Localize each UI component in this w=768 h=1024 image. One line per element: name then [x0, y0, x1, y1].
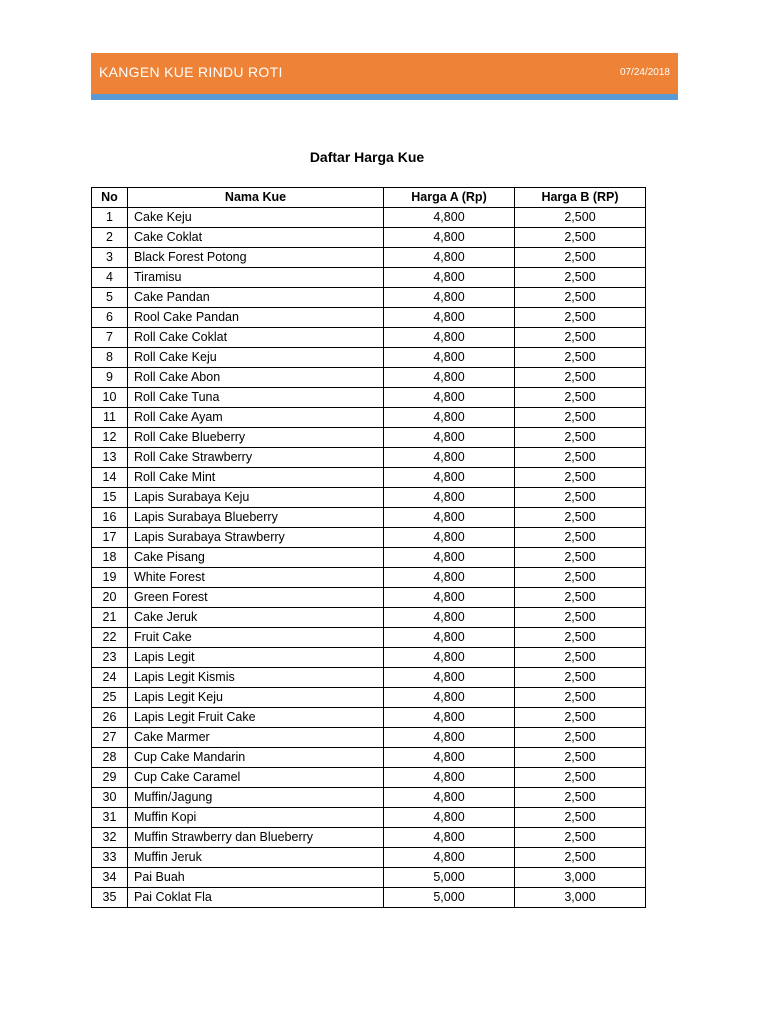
table-header-row — [92, 188, 646, 208]
cell-harga-b: 2,500 — [515, 268, 646, 288]
cell-harga-a: 4,800 — [384, 728, 515, 748]
cell-harga-b: 2,500 — [515, 208, 646, 228]
document-title: Daftar Harga Kue — [309, 149, 425, 165]
cell-harga-a: 4,800 — [384, 688, 515, 708]
cell-nama-kue: Rool Cake Pandan — [128, 308, 384, 328]
cell-no: 1 — [92, 208, 128, 228]
cell-harga-b: 2,500 — [515, 808, 646, 828]
table-row — [92, 248, 646, 268]
cell-harga-b: 2,500 — [515, 628, 646, 648]
cell-nama-kue: Roll Cake Coklat — [128, 328, 384, 348]
cell-harga-a: 4,800 — [384, 708, 515, 728]
cell-harga-a: 4,800 — [384, 248, 515, 268]
cell-harga-b: 2,500 — [515, 588, 646, 608]
cell-harga-a: 4,800 — [384, 508, 515, 528]
cell-harga-b: 2,500 — [515, 428, 646, 448]
cell-no: 34 — [92, 868, 128, 888]
header-bar — [91, 53, 678, 94]
cell-nama-kue: Cup Cake Mandarin — [128, 748, 384, 768]
cell-nama-kue: Pai Coklat Fla — [128, 888, 384, 908]
cell-nama-kue: Tiramisu — [128, 268, 384, 288]
table-row — [92, 728, 646, 748]
header-date: 07/24/2018 — [619, 67, 670, 78]
cell-nama-kue: Cake Pisang — [128, 548, 384, 568]
table-row — [92, 468, 646, 488]
cell-nama-kue: Roll Cake Abon — [128, 368, 384, 388]
cell-no: 5 — [92, 288, 128, 308]
price-table — [91, 187, 646, 908]
table-row — [92, 768, 646, 788]
cell-harga-a: 4,800 — [384, 588, 515, 608]
cell-harga-b: 2,500 — [515, 728, 646, 748]
cell-harga-b: 2,500 — [515, 748, 646, 768]
cell-nama-kue: Roll Cake Keju — [128, 348, 384, 368]
cell-harga-b: 2,500 — [515, 288, 646, 308]
cell-nama-kue: Cake Keju — [128, 208, 384, 228]
cell-nama-kue: Lapis Legit Keju — [128, 688, 384, 708]
cell-no: 26 — [92, 708, 128, 728]
table-row — [92, 828, 646, 848]
cell-harga-a: 4,800 — [384, 828, 515, 848]
cell-harga-a: 4,800 — [384, 208, 515, 228]
cell-harga-a: 4,800 — [384, 648, 515, 668]
cell-harga-b: 2,500 — [515, 468, 646, 488]
table-row — [92, 328, 646, 348]
table-row — [92, 448, 646, 468]
table-row — [92, 688, 646, 708]
cell-harga-b: 2,500 — [515, 508, 646, 528]
cell-nama-kue: Roll Cake Ayam — [128, 408, 384, 428]
cell-harga-b: 2,500 — [515, 528, 646, 548]
cell-nama-kue: Lapis Surabaya Keju — [128, 488, 384, 508]
cell-harga-a: 4,800 — [384, 848, 515, 868]
cell-harga-b: 3,000 — [515, 888, 646, 908]
cell-no: 33 — [92, 848, 128, 868]
cell-harga-a: 5,000 — [384, 888, 515, 908]
table-row — [92, 568, 646, 588]
cell-no: 17 — [92, 528, 128, 548]
cell-no: 24 — [92, 668, 128, 688]
cell-nama-kue: Lapis Legit Kismis — [128, 668, 384, 688]
cell-harga-b: 2,500 — [515, 488, 646, 508]
cell-harga-b: 2,500 — [515, 348, 646, 368]
cell-harga-b: 2,500 — [515, 388, 646, 408]
table-row — [92, 668, 646, 688]
cell-harga-a: 4,800 — [384, 488, 515, 508]
cell-harga-a: 4,800 — [384, 468, 515, 488]
cell-harga-b: 2,500 — [515, 688, 646, 708]
cell-no: 7 — [92, 328, 128, 348]
cell-nama-kue: Roll Cake Mint — [128, 468, 384, 488]
cell-no: 21 — [92, 608, 128, 628]
column-header-no: No — [92, 188, 128, 208]
cell-harga-a: 4,800 — [384, 428, 515, 448]
cell-no: 13 — [92, 448, 128, 468]
cell-nama-kue: Cake Jeruk — [128, 608, 384, 628]
cell-harga-a: 4,800 — [384, 308, 515, 328]
cell-no: 20 — [92, 588, 128, 608]
table-row — [92, 788, 646, 808]
table-row — [92, 628, 646, 648]
cell-harga-a: 4,800 — [384, 668, 515, 688]
cell-harga-b: 2,500 — [515, 228, 646, 248]
table-row — [92, 648, 646, 668]
table-row — [92, 868, 646, 888]
cell-harga-a: 4,800 — [384, 388, 515, 408]
cell-nama-kue: Fruit Cake — [128, 628, 384, 648]
cell-harga-b: 2,500 — [515, 308, 646, 328]
cell-nama-kue: Muffin/Jagung — [128, 788, 384, 808]
table-row — [92, 488, 646, 508]
table-row — [92, 608, 646, 628]
cell-no: 29 — [92, 768, 128, 788]
cell-no: 2 — [92, 228, 128, 248]
cell-nama-kue: Roll Cake Blueberry — [128, 428, 384, 448]
cell-harga-a: 4,800 — [384, 228, 515, 248]
cell-harga-a: 5,000 — [384, 868, 515, 888]
cell-no: 32 — [92, 828, 128, 848]
cell-harga-a: 4,800 — [384, 408, 515, 428]
cell-nama-kue: Lapis Surabaya Strawberry — [128, 528, 384, 548]
cell-no: 12 — [92, 428, 128, 448]
cell-harga-b: 2,500 — [515, 248, 646, 268]
cell-nama-kue: Roll Cake Tuna — [128, 388, 384, 408]
cell-harga-a: 4,800 — [384, 448, 515, 468]
cell-harga-b: 2,500 — [515, 408, 646, 428]
table-row — [92, 348, 646, 368]
table-row — [92, 268, 646, 288]
cell-harga-a: 4,800 — [384, 548, 515, 568]
cell-no: 22 — [92, 628, 128, 648]
cell-harga-b: 2,500 — [515, 328, 646, 348]
table-row — [92, 308, 646, 328]
table-row — [92, 368, 646, 388]
cell-harga-a: 4,800 — [384, 288, 515, 308]
cell-no: 15 — [92, 488, 128, 508]
column-header-harga-b: Harga B (RP) — [515, 188, 646, 208]
cell-harga-a: 4,800 — [384, 348, 515, 368]
cell-no: 11 — [92, 408, 128, 428]
table-row — [92, 208, 646, 228]
table-row — [92, 228, 646, 248]
cell-nama-kue: Muffin Kopi — [128, 808, 384, 828]
column-header-nama-kue: Nama Kue — [128, 188, 384, 208]
table-row — [92, 588, 646, 608]
cell-harga-b: 2,500 — [515, 368, 646, 388]
cell-nama-kue: Cake Marmer — [128, 728, 384, 748]
cell-harga-a: 4,800 — [384, 608, 515, 628]
cell-harga-a: 4,800 — [384, 268, 515, 288]
table-row — [92, 748, 646, 768]
cell-nama-kue: Cake Coklat — [128, 228, 384, 248]
table-row — [92, 508, 646, 528]
cell-harga-b: 2,500 — [515, 848, 646, 868]
table-row — [92, 888, 646, 908]
cell-no: 3 — [92, 248, 128, 268]
cell-no: 31 — [92, 808, 128, 828]
cell-no: 16 — [92, 508, 128, 528]
cell-no: 4 — [92, 268, 128, 288]
cell-harga-b: 2,500 — [515, 708, 646, 728]
cell-harga-a: 4,800 — [384, 368, 515, 388]
cell-no: 14 — [92, 468, 128, 488]
cell-no: 18 — [92, 548, 128, 568]
cell-no: 28 — [92, 748, 128, 768]
cell-harga-a: 4,800 — [384, 568, 515, 588]
header-stripe — [91, 94, 678, 100]
cell-nama-kue: Black Forest Potong — [128, 248, 384, 268]
cell-nama-kue: Lapis Legit Fruit Cake — [128, 708, 384, 728]
cell-nama-kue: Muffin Jeruk — [128, 848, 384, 868]
table-row — [92, 428, 646, 448]
cell-harga-a: 4,800 — [384, 528, 515, 548]
cell-harga-a: 4,800 — [384, 808, 515, 828]
cell-harga-b: 2,500 — [515, 548, 646, 568]
table-row — [92, 288, 646, 308]
table-row — [92, 808, 646, 828]
cell-nama-kue: Lapis Legit — [128, 648, 384, 668]
cell-harga-b: 3,000 — [515, 868, 646, 888]
cell-harga-b: 2,500 — [515, 448, 646, 468]
cell-harga-a: 4,800 — [384, 328, 515, 348]
cell-nama-kue: White Forest — [128, 568, 384, 588]
cell-no: 35 — [92, 888, 128, 908]
cell-nama-kue: Roll Cake Strawberry — [128, 448, 384, 468]
table-row — [92, 408, 646, 428]
cell-no: 10 — [92, 388, 128, 408]
cell-nama-kue: Muffin Strawberry dan Blueberry — [128, 828, 384, 848]
cell-harga-b: 2,500 — [515, 648, 646, 668]
cell-no: 27 — [92, 728, 128, 748]
cell-harga-b: 2,500 — [515, 828, 646, 848]
cell-no: 8 — [92, 348, 128, 368]
cell-nama-kue: Cake Pandan — [128, 288, 384, 308]
cell-no: 6 — [92, 308, 128, 328]
cell-harga-b: 2,500 — [515, 668, 646, 688]
table-row — [92, 388, 646, 408]
cell-nama-kue: Green Forest — [128, 588, 384, 608]
cell-harga-a: 4,800 — [384, 768, 515, 788]
table-body — [92, 208, 646, 908]
cell-nama-kue: Lapis Surabaya Blueberry — [128, 508, 384, 528]
table-row — [92, 708, 646, 728]
cell-no: 9 — [92, 368, 128, 388]
table-row — [92, 848, 646, 868]
cell-harga-b: 2,500 — [515, 608, 646, 628]
cell-harga-a: 4,800 — [384, 788, 515, 808]
cell-no: 25 — [92, 688, 128, 708]
cell-harga-a: 4,800 — [384, 748, 515, 768]
table-row — [92, 548, 646, 568]
cell-harga-b: 2,500 — [515, 568, 646, 588]
cell-harga-b: 2,500 — [515, 788, 646, 808]
column-header-harga-a: Harga A (Rp) — [384, 188, 515, 208]
cell-no: 19 — [92, 568, 128, 588]
cell-no: 23 — [92, 648, 128, 668]
cell-no: 30 — [92, 788, 128, 808]
cell-harga-a: 4,800 — [384, 628, 515, 648]
table-row — [92, 528, 646, 548]
header-title: KANGEN KUE RINDU ROTI — [99, 64, 283, 80]
cell-harga-b: 2,500 — [515, 768, 646, 788]
cell-nama-kue: Pai Buah — [128, 868, 384, 888]
cell-nama-kue: Cup Cake Caramel — [128, 768, 384, 788]
